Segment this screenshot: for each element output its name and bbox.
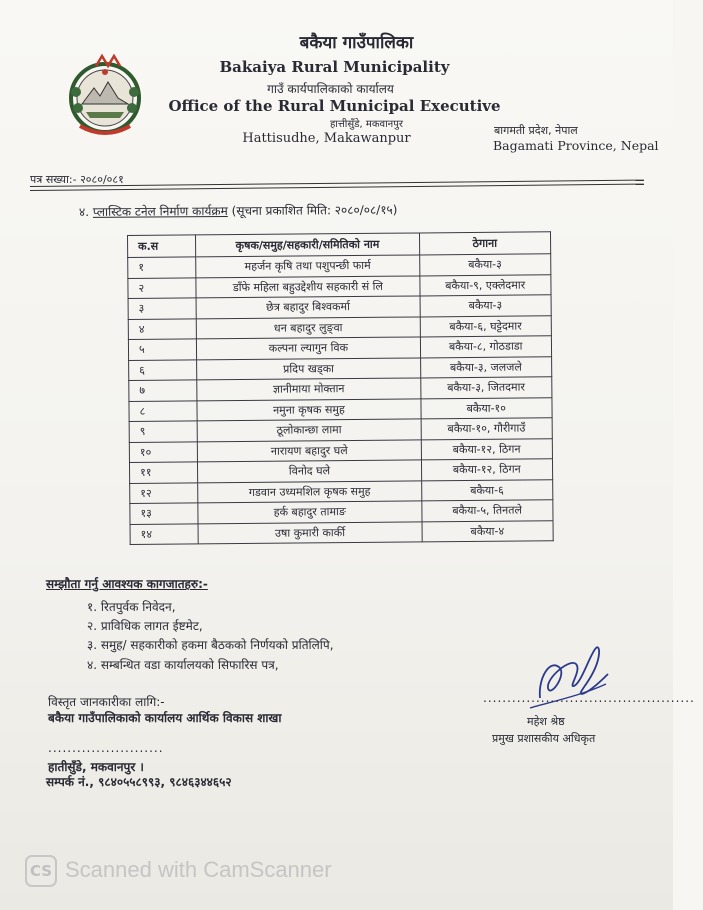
province-en: Bagamati Province, Nepal <box>493 138 659 153</box>
section-heading <box>79 201 398 220</box>
cell-address: बकैया-९, एक्लेदमार <box>419 274 551 296</box>
cell-address: बकैया-१२, ठिगन <box>421 459 553 481</box>
signatory-name: महेश श्रेष्ठ <box>527 715 565 728</box>
section-number: ४. <box>78 204 90 219</box>
cell-serial: ३ <box>128 298 196 319</box>
cell-serial: ५ <box>128 339 196 360</box>
municipality-name-np: बकैया गाउँपालिका <box>299 33 414 53</box>
cell-name: हर्क बहादुर तामाङ <box>198 501 421 523</box>
municipality-name-en: Bakaiya Rural Municipality <box>219 58 450 76</box>
document-item: ४. सम्बन्धित वडा कार्यालयको सिफारिस पत्र, <box>87 658 279 672</box>
cell-name: विनोद घले <box>198 460 421 482</box>
cell-serial: १० <box>129 441 197 462</box>
document-item: ३. समुह/ सहकारीको हकमा बैठकको निर्णयको प्रतिलिपि, <box>87 638 334 652</box>
document-item: २. प्राविधिक लागत ईष्टमेट, <box>87 619 203 633</box>
cell-serial: १४ <box>130 523 198 544</box>
province-np: बागमती प्रदेश, नेपाल <box>494 124 578 137</box>
table-row <box>130 520 553 544</box>
section-title: प्लास्टिक टनेल निर्माण कार्यक्रम <box>92 203 228 219</box>
cell-address: बकैया-६ <box>421 479 553 501</box>
cell-name: कल्पना ल्यागुन विक <box>197 337 420 359</box>
cell-address: बकैया-६, घट्टेदमार <box>420 315 552 337</box>
cell-address: बकैया-३ <box>419 254 551 276</box>
cell-name: नमुना कृषक समुह <box>197 398 420 420</box>
office-name-np: गाउँ कार्यपालिकाको कार्यालय <box>267 82 394 96</box>
contact-phone: सम्पर्क नं., ९८४०५५८९९३, ९८४६३४४६५२ <box>46 775 232 789</box>
cell-serial: ८ <box>129 400 197 421</box>
cell-address: बकैया-५, तिनतले <box>421 500 553 522</box>
cell-serial: २ <box>128 277 196 298</box>
cell-name: ज्ञानीमाया मोक्तान <box>197 378 420 400</box>
cell-name: नारायण बहादुर घले <box>198 439 421 461</box>
office-name-en: Office of the Rural Municipal Executive <box>168 97 501 115</box>
contact-office: बकैया गाउँपालिकाको कार्यालय आर्थिक विकास शाखा <box>48 711 282 725</box>
cell-name: छेत्र बहादुर बिश्वकर्मा <box>196 296 419 318</box>
document-item: १. रितपुर्वक निवेदन, <box>87 600 176 614</box>
signatory-title: प्रमुख प्रशासकीय अधिकृत <box>492 732 596 745</box>
cell-address: बकैया-३ <box>420 295 552 317</box>
cell-serial: ११ <box>129 462 197 483</box>
cell-name: गडवान उध्यमशिल कृषक समुह <box>198 480 421 502</box>
cell-address: बकैया-१० <box>420 397 552 419</box>
camscanner-logo-icon: CS <box>25 855 57 887</box>
location-np: हात्तीसुँडे, मकवानपुर <box>330 119 403 130</box>
beneficiary-table <box>127 231 554 545</box>
signature-line: ............................................ <box>483 691 695 705</box>
cell-address: बकैया-३, जलजले <box>420 356 552 378</box>
contact-label: विस्तृत जानकारीका लागि:- <box>48 695 165 709</box>
section-notice: (सूचना प्रकाशित मिति: २०८०/०८/१५) <box>231 202 398 218</box>
cell-name: डाँफे महिला बहुउद्देशीय सहकारी सं लि <box>196 275 419 297</box>
cell-address: बकैया-४ <box>422 520 554 542</box>
cell-name: महर्जन कृषि तथा पशुपन्छी फार्म <box>196 255 419 277</box>
cell-serial: ६ <box>129 359 197 380</box>
column-header-address: ठेगाना <box>419 232 551 255</box>
contact-dots: ........................ <box>48 741 164 755</box>
location-en: Hattisudhe, Makawanpur <box>242 131 411 146</box>
cell-serial: ४ <box>128 318 196 339</box>
cell-name: प्रदिप खड्का <box>197 357 420 379</box>
cell-address: बकैया-१०, गौरीगाउँ <box>421 418 553 440</box>
column-header-serial: क.स <box>128 235 196 258</box>
cell-address: बकैया-८, गोठडाडा <box>420 336 552 358</box>
cell-address: बकैया-१२, ठिगन <box>421 438 553 460</box>
cell-name: ठूलोकान्छा लामा <box>197 419 420 441</box>
reference-number: पत्र सख्या:- २०८०/०८१ <box>30 173 124 186</box>
cell-serial: १२ <box>130 482 198 503</box>
contact-address: हातीसुँडे, मकवानपुर । <box>48 760 144 774</box>
cell-serial: ७ <box>129 380 197 401</box>
column-header-name: कृषक/समुह/सहकारी/समितिको नाम <box>196 233 419 257</box>
cell-serial: १३ <box>130 503 198 524</box>
cell-name: उषा कुमारी कार्की <box>198 521 421 543</box>
required-documents-title: सम्झौता गर्नु आवश्यक कागजातहरु:- <box>46 577 208 591</box>
cell-serial: १ <box>128 257 196 278</box>
camscanner-watermark: Scanned with CamScanner <box>65 857 332 882</box>
cell-name: धन बहादुर लुङ्वा <box>197 316 420 338</box>
cell-address: बकैया-३, जितदमार <box>420 377 552 399</box>
cell-serial: ९ <box>129 421 197 442</box>
